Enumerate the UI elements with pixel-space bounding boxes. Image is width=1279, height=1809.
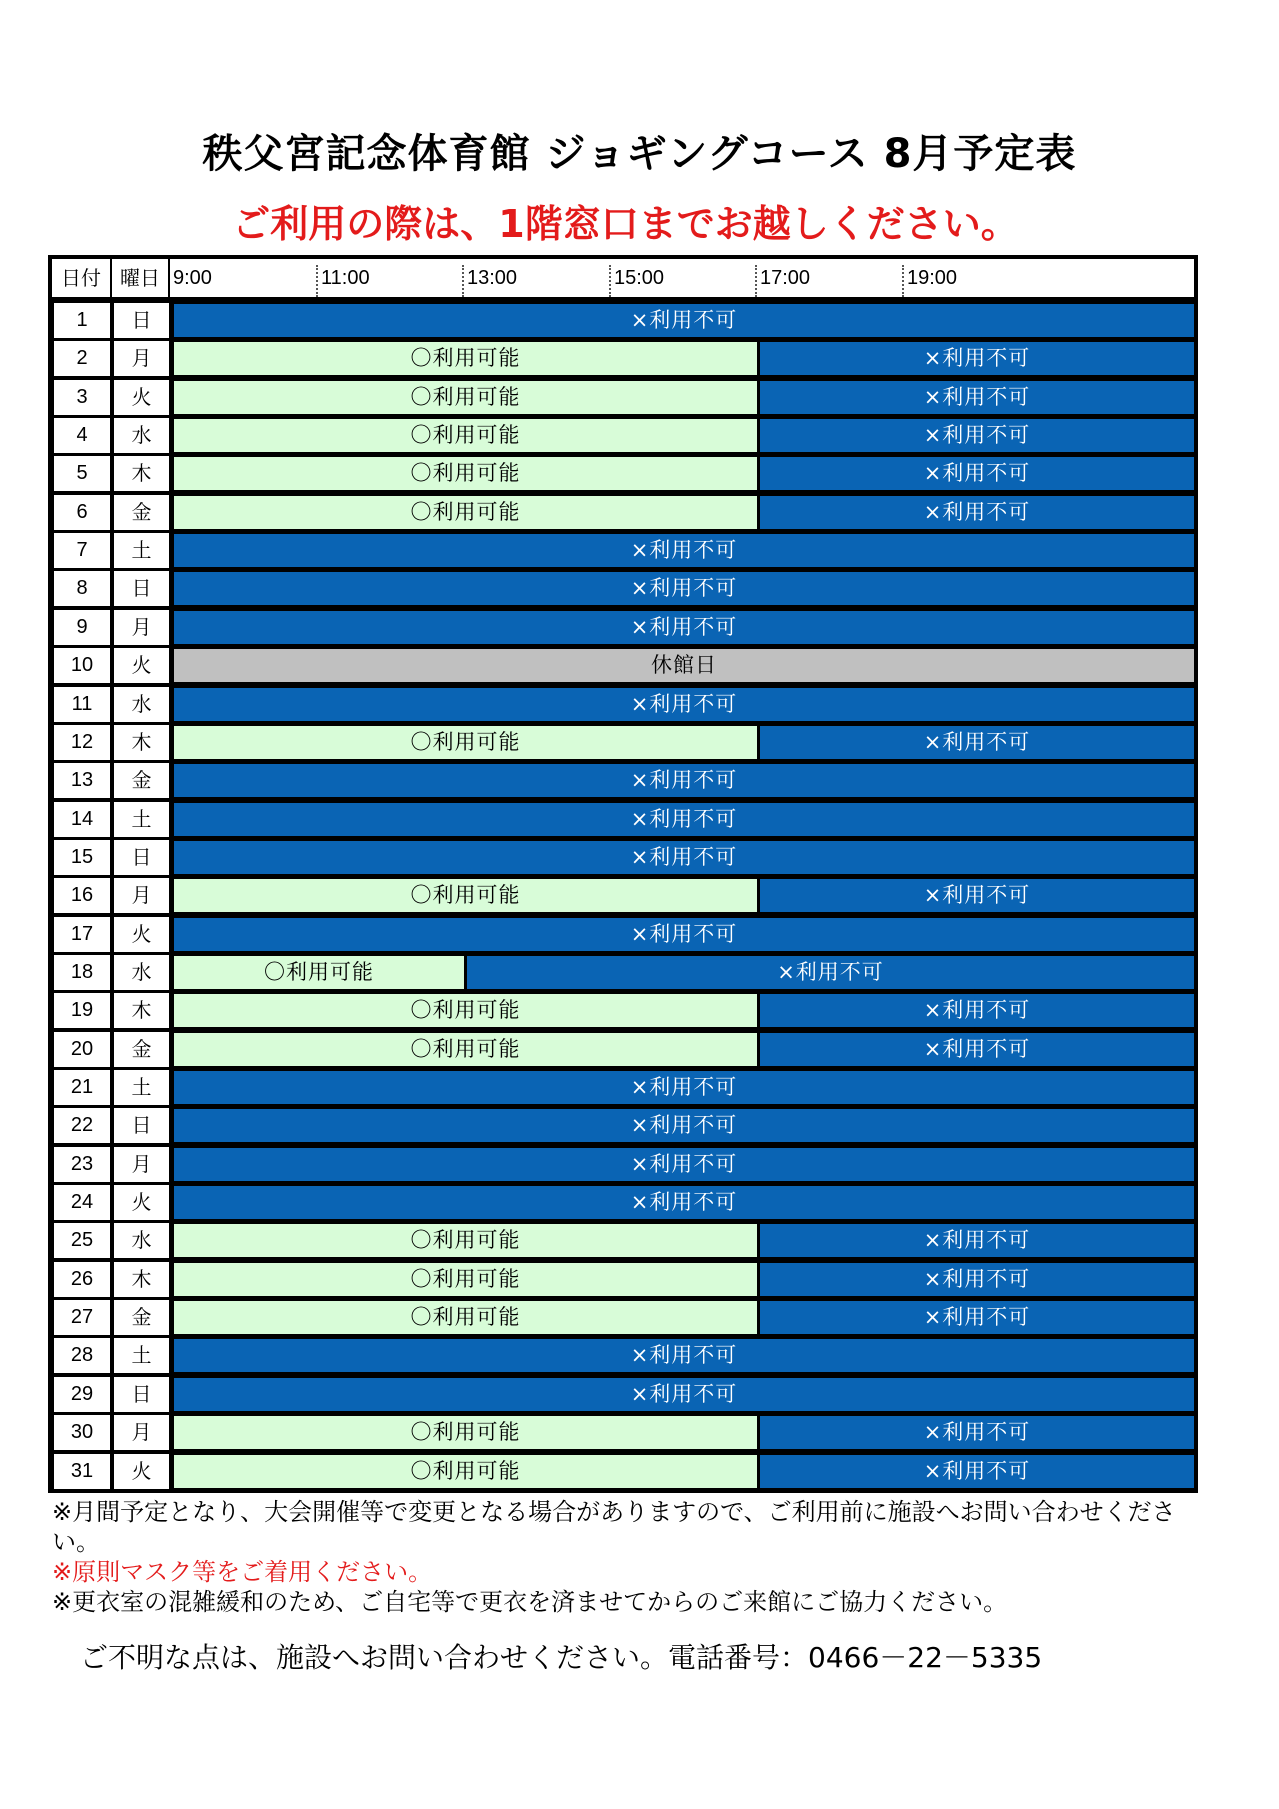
slot-available: 〇利用可能 [174, 1224, 757, 1257]
day-weekday: 木 [114, 993, 169, 1028]
table-header [52, 259, 1194, 297]
day-weekday: 土 [114, 802, 169, 837]
slot-available: 〇利用可能 [174, 1416, 757, 1449]
day-weekday: 水 [114, 955, 169, 990]
header-dow: 曜日 [112, 259, 170, 297]
day-date: 13 [54, 763, 110, 798]
table-row [52, 418, 1194, 453]
slot-unavailable: ×利用不可 [760, 1455, 1194, 1488]
table-row [52, 993, 1194, 1028]
day-weekday: 月 [114, 1415, 169, 1450]
day-weekday: 月 [114, 610, 169, 645]
slot-available: 〇利用可能 [174, 994, 757, 1027]
day-date: 19 [54, 993, 110, 1028]
page-subtitle: ご利用の際は、1階窓口までお越しください。 [232, 202, 1019, 246]
slot-unavailable: ×利用不可 [760, 726, 1194, 759]
slot-available: 〇利用可能 [174, 879, 757, 912]
day-date: 16 [54, 878, 110, 913]
day-weekday: 月 [114, 341, 169, 376]
day-weekday: 木 [114, 456, 169, 491]
slot-unavailable: ×利用不可 [760, 457, 1194, 490]
day-weekday: 水 [114, 418, 169, 453]
slot-unavailable: ×利用不可 [760, 381, 1194, 414]
table-row [52, 1223, 1194, 1258]
day-date: 18 [54, 955, 110, 990]
slot-available: 〇利用可能 [174, 726, 757, 759]
slot-unavailable: ×利用不可 [174, 764, 1194, 797]
slot-available: 〇利用可能 [174, 1263, 757, 1296]
table-row [52, 1108, 1194, 1143]
slot-unavailable: ×利用不可 [174, 1071, 1194, 1104]
slot-unavailable: ×利用不可 [760, 496, 1194, 529]
table-row [52, 1147, 1194, 1182]
day-weekday: 日 [114, 303, 169, 338]
table-row [52, 341, 1194, 376]
day-weekday: 土 [114, 1070, 169, 1105]
day-date: 25 [54, 1223, 110, 1258]
day-date: 5 [54, 456, 110, 491]
day-date: 23 [54, 1147, 110, 1182]
slot-unavailable: ×利用不可 [174, 572, 1194, 605]
day-weekday: 日 [114, 1377, 169, 1412]
day-weekday: 木 [114, 1262, 169, 1297]
day-date: 30 [54, 1415, 110, 1450]
day-date: 24 [54, 1185, 110, 1220]
slot-unavailable: ×利用不可 [174, 1186, 1194, 1219]
slot-unavailable: ×利用不可 [174, 1378, 1194, 1411]
table-row [52, 610, 1194, 645]
day-weekday: 日 [114, 840, 169, 875]
table-row [52, 456, 1194, 491]
schedule-table [48, 255, 1198, 1493]
day-date: 27 [54, 1300, 110, 1335]
slot-unavailable: ×利用不可 [174, 1109, 1194, 1142]
slot-available: 〇利用可能 [174, 1301, 757, 1334]
day-date: 6 [54, 495, 110, 530]
table-row [52, 1185, 1194, 1220]
day-weekday: 水 [114, 1223, 169, 1258]
slot-available: 〇利用可能 [174, 1455, 757, 1488]
table-row [52, 380, 1194, 415]
day-date: 12 [54, 725, 110, 760]
table-row [52, 955, 1194, 990]
day-date: 8 [54, 571, 110, 606]
day-weekday: 金 [114, 763, 169, 798]
header-time-9: 9:00 [173, 267, 212, 289]
slot-unavailable: ×利用不可 [467, 956, 1194, 989]
slot-unavailable: ×利用不可 [174, 1148, 1194, 1181]
day-weekday: 火 [114, 380, 169, 415]
table-row [52, 1300, 1194, 1335]
table-row [52, 1338, 1194, 1373]
table-row [52, 533, 1194, 568]
slot-available: 〇利用可能 [174, 1033, 757, 1066]
day-date: 2 [54, 341, 110, 376]
slot-unavailable: ×利用不可 [760, 419, 1194, 452]
day-weekday: 土 [114, 1338, 169, 1373]
contact-info: ご不明な点は、施設へお問い合わせください。電話番号：0466－22－5335 [80, 1641, 1043, 1674]
table-row [52, 1415, 1194, 1450]
slot-unavailable: ×利用不可 [760, 879, 1194, 912]
day-weekday: 木 [114, 725, 169, 760]
day-date: 7 [54, 533, 110, 568]
table-row [52, 725, 1194, 760]
slot-unavailable: ×利用不可 [174, 918, 1194, 951]
slot-unavailable: ×利用不可 [760, 994, 1194, 1027]
table-row [52, 687, 1194, 722]
day-date: 29 [54, 1377, 110, 1412]
day-date: 4 [54, 418, 110, 453]
slot-closed: 休館日 [174, 649, 1194, 682]
table-row [52, 303, 1194, 338]
day-date: 9 [54, 610, 110, 645]
note-locker-room: ※更衣室の混雑緩和のため、ご自宅等で更衣を済ませてからのご来館にご協力ください。 [52, 1588, 1008, 1616]
table-row [52, 802, 1194, 837]
table-row [52, 763, 1194, 798]
day-date: 17 [54, 917, 110, 952]
slot-unavailable: ×利用不可 [760, 1301, 1194, 1334]
day-date: 1 [54, 303, 110, 338]
table-row [52, 878, 1194, 913]
notes [52, 1497, 1212, 1617]
day-weekday: 火 [114, 1454, 169, 1489]
slot-unavailable: ×利用不可 [174, 611, 1194, 644]
header-time-17: 17:00 [760, 267, 811, 289]
day-weekday: 水 [114, 687, 169, 722]
day-weekday: 火 [114, 917, 169, 952]
slot-unavailable: ×利用不可 [174, 803, 1194, 836]
slot-available: 〇利用可能 [174, 457, 757, 490]
slot-available: 〇利用可能 [174, 496, 757, 529]
day-date: 31 [54, 1454, 110, 1489]
table-row [52, 1070, 1194, 1105]
table-row [52, 571, 1194, 606]
note-schedule-change: ※月間予定となり、大会開催等で変更となる場合がありますので、ご利用前に施設へお問い合わせください。 [52, 1498, 1176, 1556]
table-row [52, 1262, 1194, 1297]
day-date: 11 [54, 687, 110, 722]
header-time-19: 19:00 [907, 267, 958, 289]
header-time-11: 11:00 [321, 267, 370, 289]
table-row [52, 1454, 1194, 1489]
day-date: 14 [54, 802, 110, 837]
day-weekday: 火 [114, 1185, 169, 1220]
slot-available: 〇利用可能 [174, 956, 464, 989]
table-row [52, 648, 1194, 683]
header-time-15: 15:00 [614, 267, 665, 289]
day-date: 15 [54, 840, 110, 875]
slot-available: 〇利用可能 [174, 342, 757, 375]
day-weekday: 金 [114, 1300, 169, 1335]
slot-unavailable: ×利用不可 [760, 1224, 1194, 1257]
slot-unavailable: ×利用不可 [760, 1416, 1194, 1449]
slot-available: 〇利用可能 [174, 419, 757, 452]
slot-available: 〇利用可能 [174, 381, 757, 414]
day-weekday: 日 [114, 1108, 169, 1143]
table-row [52, 1032, 1194, 1067]
day-weekday: 金 [114, 495, 169, 530]
slot-unavailable: ×利用不可 [174, 1339, 1194, 1372]
day-date: 28 [54, 1338, 110, 1373]
table-row [52, 840, 1194, 875]
day-weekday: 日 [114, 571, 169, 606]
day-weekday: 月 [114, 878, 169, 913]
day-weekday: 火 [114, 648, 169, 683]
page-title: 秩父宮記念体育館 ジョギングコース 8月予定表 [202, 131, 1077, 177]
note-mask: ※原則マスク等をご着用ください。 [52, 1558, 433, 1586]
slot-unavailable: ×利用不可 [174, 688, 1194, 721]
table-row [52, 495, 1194, 530]
day-date: 20 [54, 1032, 110, 1067]
day-date: 3 [54, 380, 110, 415]
slot-unavailable: ×利用不可 [760, 342, 1194, 375]
day-weekday: 土 [114, 533, 169, 568]
day-date: 21 [54, 1070, 110, 1105]
slot-unavailable: ×利用不可 [174, 841, 1194, 874]
table-row [52, 917, 1194, 952]
day-weekday: 月 [114, 1147, 169, 1182]
header-time-13: 13:00 [467, 267, 518, 289]
day-weekday: 金 [114, 1032, 169, 1067]
slot-unavailable: ×利用不可 [174, 534, 1194, 567]
slot-unavailable: ×利用不可 [174, 304, 1194, 337]
slot-unavailable: ×利用不可 [760, 1263, 1194, 1296]
table-row [52, 1377, 1194, 1412]
day-date: 22 [54, 1108, 110, 1143]
day-date: 10 [54, 648, 110, 683]
slot-unavailable: ×利用不可 [760, 1033, 1194, 1066]
header-date: 日付 [52, 259, 112, 297]
day-date: 26 [54, 1262, 110, 1297]
